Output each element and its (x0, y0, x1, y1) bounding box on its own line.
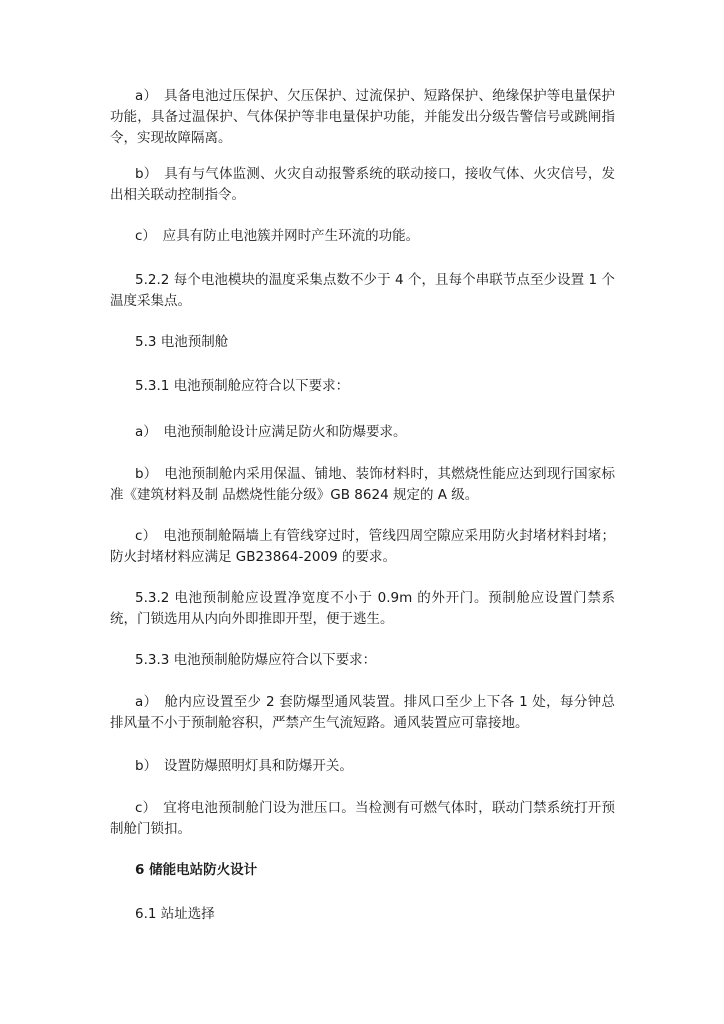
paragraph-5-3-1-c: c） 电池预制舱隔墙上有管线穿过时，管线四周空隙应采用防火封堵材料封堵；防火封堵材料应满足 GB23864-2009 的要求。 (110, 528, 615, 565)
section-heading-5-3: 5.3 电池预制舱 (135, 334, 229, 350)
paragraph-5-3-1-b: b） 电池预制舱内采用保温、铺地、装饰材料时，其燃烧性能应达到现行国家标准《建筑材料及制 品燃烧性能分级》GB 8624 规定的 A 级。 (110, 466, 615, 503)
paragraph-5-3-3: 5.3.3 电池预制舱防爆应符合以下要求： (135, 652, 377, 668)
paragraph-5-3-3-b: b） 设置防爆照明灯具和防爆开关。 (135, 758, 353, 774)
paragraph-5-2-2: 5.2.2 每个电池模块的温度采集点数不少于 4 个，且每个串联节点至少设置 1 个温度采集点。 (110, 272, 615, 309)
paragraph-5-3-3-c: c） 宜将电池预制舱门设为泄压口。当检测有可燃气体时，联动门禁系统打开预制舱门锁扣。 (110, 800, 615, 837)
paragraph-5-2-1-b: b） 具有与气体监测、火灾自动报警系统的联动接口，接收气体、火灾信号，发出相关联动控制指令。 (110, 166, 615, 203)
section-heading-6: 6 储能电站防火设计 (135, 862, 258, 878)
paragraph-5-3-1: 5.3.1 电池预制舱应符合以下要求： (135, 378, 350, 394)
paragraph-5-3-3-a: a） 舱内应设置至少 2 套防爆型通风装置。排风口至少上下各 1 处，每分钟总排风量不小于预制舱容积，严禁产生气流短路。通风装置应可靠接地。 (110, 694, 615, 731)
paragraph-5-2-1-a: a） 具备电池过压保护、欠压保护、过流保护、短路保护、绝缘保护等电量保护功能，具备过温保护、气体保护等非电量保护功能，并能发出分级告警信号或跳闸指令，实现故障隔离。 (110, 88, 615, 146)
paragraph-5-3-1-a: a） 电池预制舱设计应满足防火和防爆要求。 (135, 424, 407, 440)
paragraph-5-3-2: 5.3.2 电池预制舱应设置净宽度不小于 0.9m 的外开门。预制舱应设置门禁系统，门锁选用从内向外即推即开型，便于逃生。 (110, 590, 615, 627)
paragraph-5-2-1-c: c） 应具有防止电池簇并网时产生环流的功能。 (135, 228, 420, 244)
section-heading-6-1: 6.1 站址选择 (135, 906, 215, 922)
